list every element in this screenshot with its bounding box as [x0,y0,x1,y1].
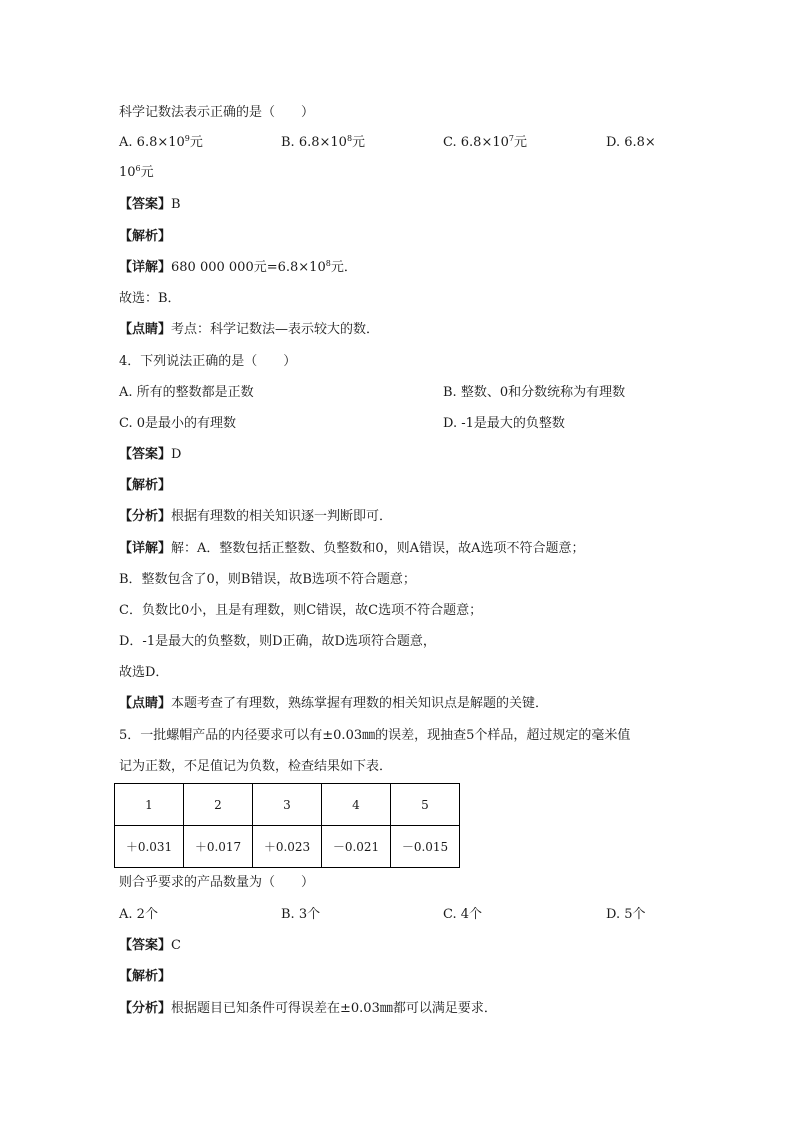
q4-analyze: 【分析】根据有理数的相关知识逐一判断即可． [119,509,393,524]
q3-comment: 【点睛】考点：科学记数法—表示较大的数． [119,322,380,337]
q4-option-a: A. 所有的整数都是正数 [119,385,254,400]
table-cell: 4 [322,784,391,826]
q4-answer: 【答案】D [119,447,182,462]
q4-option-d: D. -1是最大的负整数 [443,416,565,431]
q3-option-b: B. $6.8\times 10^8$元 [281,134,366,150]
q4-detail-line-4: D．-1是最大的负整数，则D正确，故D选项符合题意， [119,634,436,649]
q4-option-c: C. 0是最小的有理数 [119,416,237,431]
table-cell: 3 [253,784,322,826]
table-cell: －0.015 [391,826,460,868]
q5-option-d: D. 5个 [606,907,646,922]
q3-detail: 【详解】680 000 000元$=6.8\times 10^8$元． [119,259,357,275]
q4-stem: 4．下列说法正确的是（ ） [119,354,297,369]
table-cell: ＋0.023 [253,826,322,868]
q4-comment: 【点睛】本题考查了有理数，熟练掌握有理数的相关知识点是解题的关键． [119,696,549,711]
table-cell: －0.021 [322,826,391,868]
table-cell: ＋0.017 [184,826,253,868]
q3-option-d-wrap: $10^6$元 [119,164,154,180]
q5-analyze: 【分析】根据题目已知条件可得误差在±0.03㎜都可以满足要求． [119,1001,497,1016]
q4-analysis-heading: 【解析】 [119,478,172,493]
q3-choose: 故选：B． [119,291,181,306]
q5-stem-line-1: 5．一批螺帽产品的内径要求可以有±0.03㎜的误差，现抽查5个样品，超过规定的毫米值 [119,728,631,743]
q5-answer: 【答案】C [119,938,181,953]
q5-analysis-heading: 【解析】 [119,969,172,984]
table-cell: 5 [391,784,460,826]
q3-stem: 科学记数法表示正确的是（ ） [119,105,315,120]
q5-option-b: B. 3个 [281,907,321,922]
q5-question: 则合乎要求的产品数量为（ ） [119,875,315,890]
q4-detail-line-2: B．整数包含了0，则B错误，故B选项不符合题意； [119,572,416,587]
table-row [115,784,460,826]
table-cell: ＋0.031 [115,826,184,868]
q3-option-d: D. 6.8× [606,135,656,150]
q3-answer: 【答案】B [119,197,181,212]
q3-option-a: A. $6.8\times 10^9$元 [119,134,203,150]
q4-option-b: B. 整数、0和分数统称为有理数 [443,385,626,400]
table-cell: 2 [184,784,253,826]
q4-detail-line-1: 【详解】解：A．整数包括正整数、负整数和0，则A错误，故A选项不符合题意； [119,541,585,556]
q4-detail-line-5: 故选D． [119,665,169,680]
q5-measurement-table [114,783,460,868]
q5-stem-line-2: 记为正数，不足值记为负数，检查结果如下表． [119,759,393,774]
q3-option-c: C. $6.8\times 10^7$元 [443,134,527,150]
q5-option-c: C. 4个 [443,907,483,922]
q5-option-a: A. 2个 [119,907,158,922]
q4-detail-line-3: C．负数比0小，且是有理数，则C错误，故C选项不符合题意； [119,603,483,618]
q3-analysis-heading: 【解析】 [119,229,172,244]
table-row [115,826,460,868]
table-cell: 1 [115,784,184,826]
